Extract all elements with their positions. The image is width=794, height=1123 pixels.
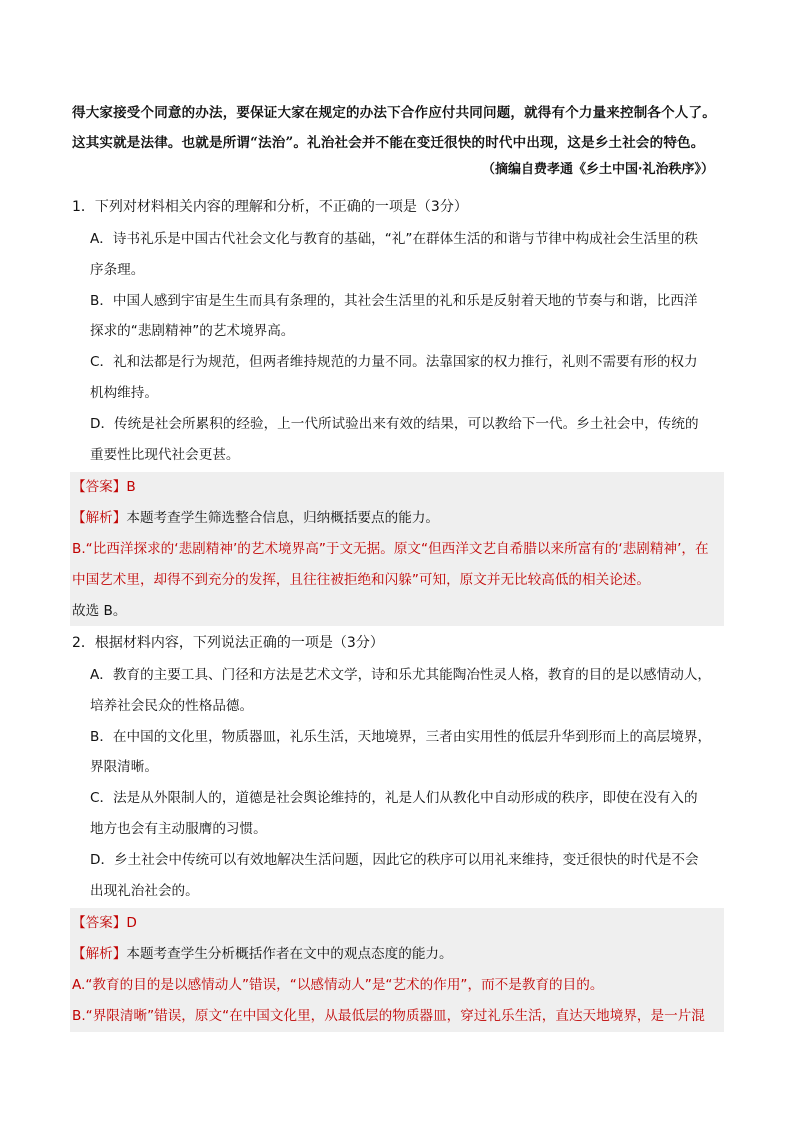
passage-source: （摘编自费孝通《乡土中国·礼治秩序》） (481, 162, 714, 177)
q1-analysis-text: 本题考查学生筛选整合信息，归纳概括要点的能力。 (126, 510, 440, 526)
q1-option-d-line-2: 重要性比现代社会更甚。 (90, 447, 240, 463)
q1-analysis-tag: 【解析】 (72, 510, 127, 526)
q2-option-a-line-1: A．教育的主要工具、门径和方法是艺术文学，诗和乐尤其能陶冶性灵人格，教育的目的是以感情动人， (90, 667, 712, 683)
q2-option-d-line-1: D．乡土社会中传统可以有效地解决生活问题，因此它的秩序可以用礼来维持，变迁很快的时代是不会 (90, 852, 699, 868)
q2-answer-value: D (126, 915, 137, 931)
q2-option-c-line-1: C．法是从外限制人的，道德是社会舆论维持的，礼是人们从教化中自动形成的秩序，即使在没有入的 (90, 790, 698, 806)
q2-analysis-text: 本题考查学生分析概括作者在文中的观点态度的能力。 (126, 946, 453, 962)
q2-explanation-line-1: A.“教育的目的是以感情动人”错误，“以感情动人”是“艺术的作用”，而不是教育的目的。 (72, 977, 604, 993)
passage-line-1: 得大家接受个同意的办法，要保证大家在规定的办法下合作应付共同问题，就得有个力量来控制各个人了。 (72, 105, 716, 121)
q2-analysis-tag: 【解析】 (72, 946, 127, 962)
q1-option-b-line-2: 探求的“悲剧精神”的艺术境界高。 (90, 323, 295, 339)
question-1-stem: 1．下列对材料相关内容的理解和分析，不正确的一项是（3分） (72, 199, 468, 215)
q1-analysis-line (72, 503, 722, 533)
q2-option-c-line-2: 地方也会有主动服膺的习惯。 (90, 821, 267, 837)
q1-answer-value: B (126, 479, 136, 495)
q2-answer-tag: 【答案】 (72, 915, 127, 931)
q1-option-d-line-1: D．传统是社会所累积的经验，上一代所试验出来有效的结果，可以教给下一代。乡土社会中，传统的 (90, 416, 699, 432)
q1-option-c-line-2: 机构维持。 (90, 385, 158, 401)
q2-explanation-line-2: B.“界限清晰”错误，原文“在中国文化里，从最低层的物质器皿，穿过礼乐生活，直达天地境界，是一片混 (72, 1008, 705, 1024)
q1-explanation-line-3: 故选 B。 (72, 603, 127, 619)
q2-option-d-line-2: 出现礼治社会的。 (90, 883, 199, 899)
q1-answer-block (70, 472, 724, 626)
q2-analysis-line (72, 939, 722, 969)
passage-line-2: 这其实就是法律。也就是所谓“法治”。礼治社会并不能在变迁很快的时代中出现，这是乡土社会的特色。 (72, 135, 705, 151)
q1-answer-line (72, 472, 722, 502)
q1-option-a-line-1: A．诗书礼乐是中国古代社会文化与教育的基础，“礼”在群体生活的和谐与节律中构成社会生活里的秩 (90, 231, 698, 247)
q2-option-b-line-2: 界限清晰。 (90, 759, 158, 775)
q1-option-b-line-1: B．中国人感到宇宙是生生而具有条理的，其社会生活里的礼和乐是反射着天地的节奏与和谐，比西洋 (90, 293, 698, 309)
q1-option-a-line-2: 序条理。 (90, 262, 145, 278)
q1-explanation-line-1: B.“比西洋探求的‘悲剧精神’的艺术境界高”于文无据。原文“但西洋文艺自希腊以来所富有的‘悲剧精神’，在 (72, 541, 709, 557)
q1-option-c-line-1: C．礼和法都是行为规范，但两者维持规范的力量不同。法靠国家的权力推行，礼则不需要有形的权力 (90, 354, 698, 370)
q2-answer-block (70, 908, 724, 1032)
q1-answer-tag: 【答案】 (72, 479, 127, 495)
q2-answer-line (72, 908, 722, 938)
q2-option-b-line-1: B．在中国的文化里，物质器皿，礼乐生活，天地境界，三者由实用性的低层升华到形而上的高层境界， (90, 729, 712, 745)
q2-option-a-line-2: 培养社会民众的性格品德。 (90, 698, 254, 714)
question-2-stem: 2．根据材料内容，下列说法正确的一项是（3分） (72, 635, 384, 651)
q1-explanation-line-2: 中国艺术里，却得不到充分的发挥，且往往被拒绝和闪躲”可知，原文并无比较高低的相关论述。 (72, 572, 650, 588)
